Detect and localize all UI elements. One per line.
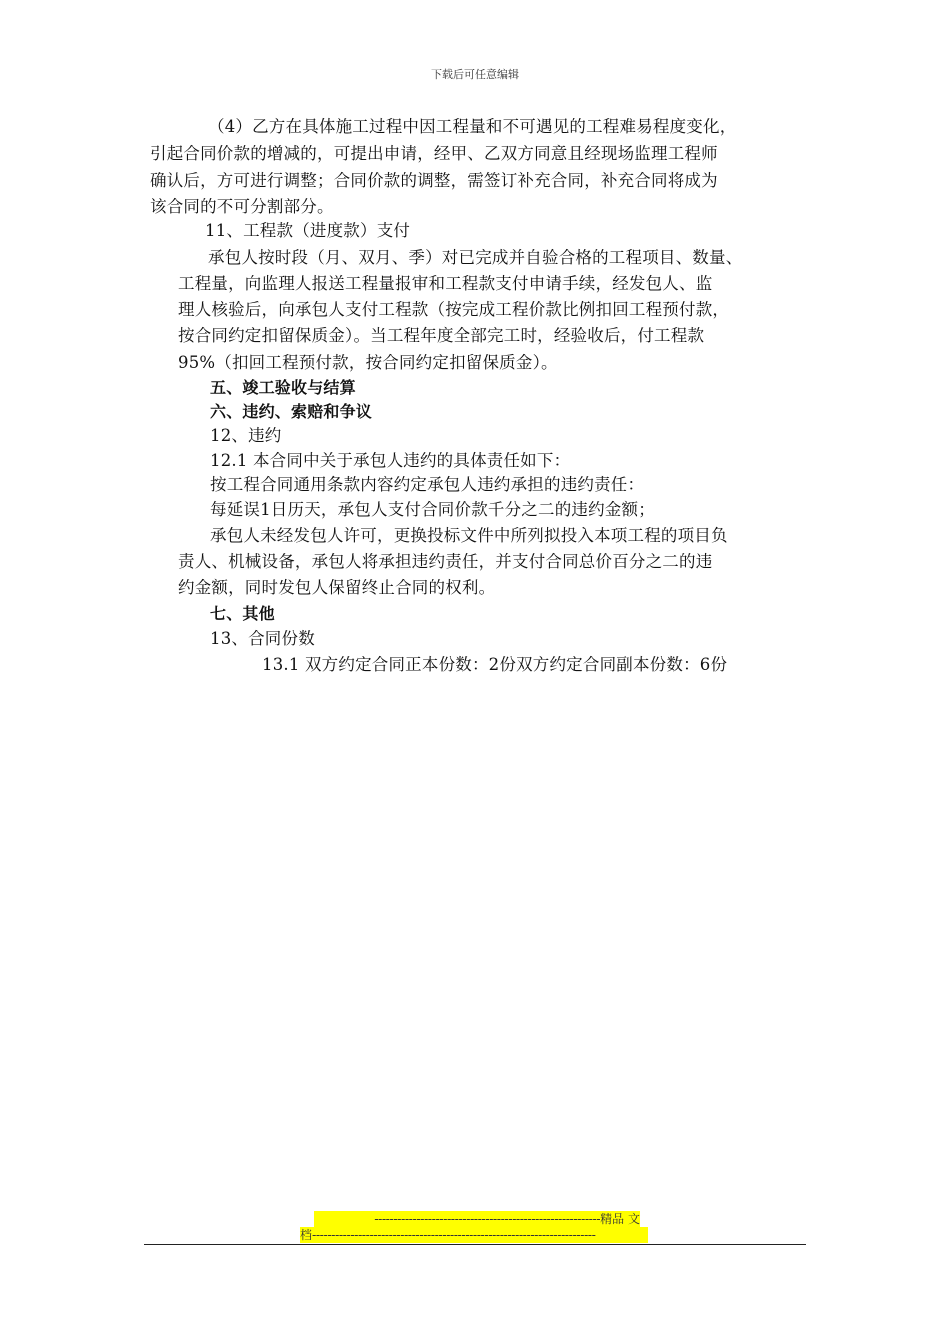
footer-dashes: -----------------------------------------------------------: [374, 1212, 601, 1226]
paragraph-line: 承包人按时段（月、双月、季）对已完成并自验合格的工程项目、数量、: [208, 248, 743, 267]
section-heading-5: 五、竣工验收与结算: [210, 378, 356, 397]
footer-divider: [144, 1244, 806, 1245]
footer-dashes: --------------------------------------------------------------------------: [312, 1228, 596, 1242]
paragraph-line: 约金额，同时发包人保留终止合同的权利。: [178, 578, 496, 597]
section-13-title: 13、合同份数: [210, 629, 315, 648]
section-11-title: 11、工程款（进度款）支付: [205, 221, 411, 240]
paragraph-line: 承包人未经发包人许可，更换投标文件中所列拟投入本项工程的项目负: [210, 526, 728, 545]
paragraph-line: 理人核验后，向承包人支付工程款（按完成工程价款比例扣回工程预付款，: [178, 300, 730, 319]
section-12-title: 12、违约: [210, 426, 282, 445]
page-header: 下载后可任意编辑: [431, 68, 519, 81]
paragraph-line: 责人、机械设备，承包人将承担违约责任，并支付合同总价百分之二的违: [178, 552, 713, 571]
footer-line-2: [300, 1227, 648, 1243]
clause-13-1: 13.1 双方约定合同正本份数：2份双方约定合同副本份数：6份: [262, 655, 728, 674]
paragraph-line: 每延误1日历天，承包人支付合同价款千分之二的违约金额；: [210, 500, 655, 519]
paragraph-line: 按合同约定扣留保质金）。当工程年度全部完工时，经验收后，付工程款: [178, 326, 705, 345]
footer-label: 精品 文: [600, 1212, 640, 1226]
paragraph-line: 95%（扣回工程预付款，按合同约定扣留保质金）。: [178, 353, 558, 372]
paragraph-line: （4）乙方在具体施工过程中因工程量和不可遇见的工程难易程度变化，: [208, 117, 737, 136]
footer-label-end: 档: [300, 1228, 313, 1242]
section-heading-7: 七、其他: [210, 604, 275, 623]
section-heading-6: 六、违约、索赔和争议: [210, 402, 373, 421]
clause-12-1: 12.1 本合同中关于承包人违约的具体责任如下：: [210, 451, 571, 470]
paragraph-line: 确认后，方可进行调整；合同价款的调整，需签订补充合同，补充合同将成为: [150, 171, 718, 190]
paragraph-line: 引起合同价款的增减的，可提出申请，经甲、乙双方同意且经现场监理工程师: [150, 144, 718, 163]
paragraph-line: 该合同的不可分割部分。: [150, 197, 334, 216]
paragraph-line: 工程量，向监理人报送工程量报审和工程款支付申请手续，经发包人、监: [178, 274, 713, 293]
footer-line-1: [314, 1211, 640, 1227]
paragraph-line: 按工程合同通用条款内容约定承包人违约承担的违约责任：: [210, 475, 645, 494]
